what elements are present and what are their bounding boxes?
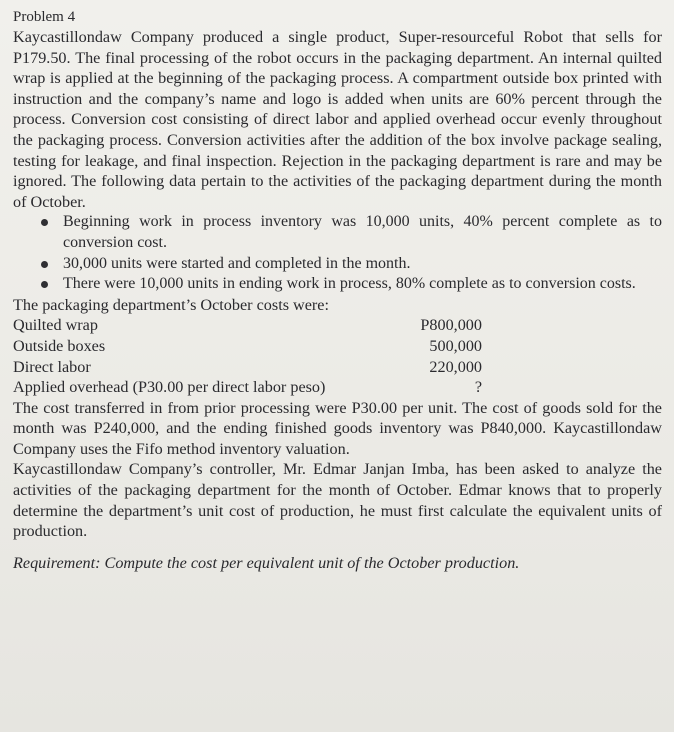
requirement-text: Requirement: Compute the cost per equivalent unit of the October production. [13,553,520,572]
cost-row-direct-labor [13,357,662,378]
cost-label: Outside boxes [13,336,106,355]
problem-title: Problem 4 [13,9,76,25]
cost-row-outside-boxes [13,336,662,357]
cost-value: P800,000 [420,316,482,335]
cost-value: 220,000 [429,357,482,376]
bullet-ending-wip: There were 10,000 units in ending work in process, 80% complete as to conversion costs. [39,274,662,295]
controller-paragraph: Kaycastillondaw Company’s controller, Mr. Edmar Janjan Imba, has been asked to analyze the activities of the packaging department for the month of October. Edmar knows that to properly determine the department’s unit cost of production, he must first calculate the equivalent units of production. [13,460,662,541]
cost-row-quilted-wrap [13,315,662,336]
intro-paragraph: Kaycastillondaw Company produced a single product, Super-resourceful Robot that sells for P179.50. The final processing of the robot occurs in the packaging department. An internal quilted wrap is applied at the beginning of the packaging process. A compartment outside box printed with instruction and the company’s name and logo is added when units are 60% percent through the process. Conversion cost consisting of direct labor and applied overhead occur evenly throughout the packaging process. Conversion activities after the addition of the box involve package sealing, testing for leakage, and final inspection. Rejection in the packaging department is rare and may be ignored. The following data pertain to the activities of the packaging department during the month of October. [13,28,662,211]
data-bullet-list [13,212,662,294]
bullet-beginning-wip: Beginning work in process inventory was 10,000 units, 40% percent complete as to conversion cost. [39,212,662,253]
cost-label: Applied overhead (P30.00 per direct labor peso) [13,378,326,397]
transfer-paragraph: The cost transferred in from prior processing were P30.00 per unit. The cost of goods sold for the month was P240,000, and the ending finished goods inventory was P840,000. Kaycastillondaw Company uses the Fifo method inventory valuation. [13,398,662,458]
cost-value: 500,000 [429,336,482,355]
cost-label: Direct labor [13,357,91,376]
costs-table [13,295,662,398]
costs-heading: The packaging department’s October costs were: [13,295,329,314]
cost-value: ? [474,378,482,397]
cost-row-applied-overhead [13,377,662,398]
bullet-started-completed: 30,000 units were started and completed in the month. [39,254,662,275]
cost-label: Quilted wrap [13,316,98,335]
